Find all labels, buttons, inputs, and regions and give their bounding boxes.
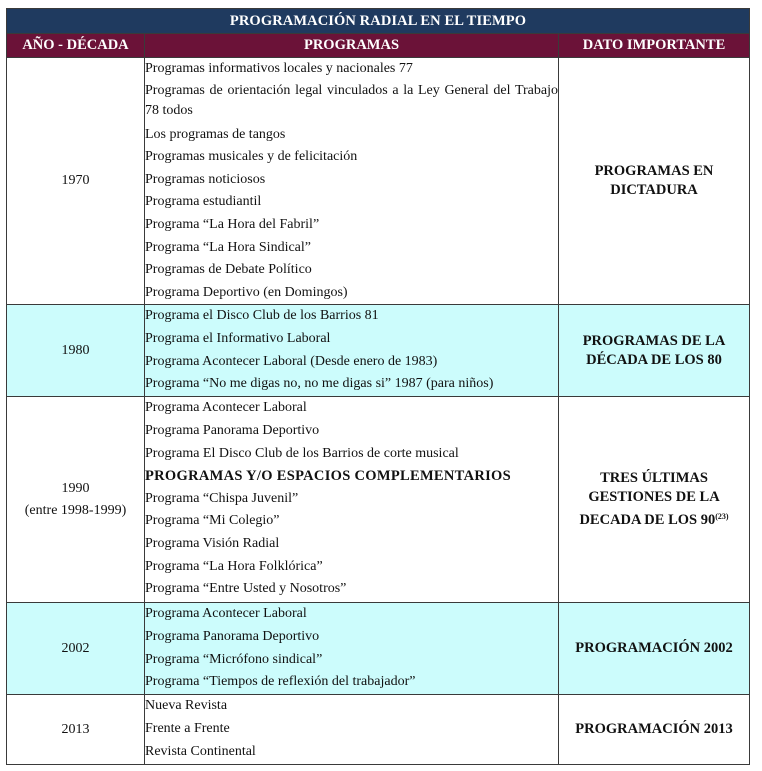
note-line: TRES ÚLTIMAS <box>600 470 708 487</box>
year-value: 2002 <box>61 640 90 656</box>
list-item: Programas de orientación legal vinculados a la Ley General del Trabajo 78 todos <box>145 82 558 118</box>
list-item: Programa Deportivo (en Domingos) <box>145 284 348 300</box>
list-item: Programa El Disco Club de los Barrios de corte musical <box>145 445 459 461</box>
programs-cell <box>145 695 559 765</box>
table-title: PROGRAMACIÓN RADIAL EN EL TIEMPO <box>7 9 750 34</box>
note-cell <box>559 695 750 765</box>
note-cell <box>559 58 750 305</box>
note-line-with-ref <box>559 507 749 530</box>
note-line: DECADA DE LOS 90 <box>579 512 716 529</box>
year-subtitle: (entre 1998-1999) <box>24 502 127 518</box>
year-value: 2013 <box>61 721 90 737</box>
section-heading: PROGRAMAS Y/O ESPACIOS COMPLEMENTARIOS <box>145 468 511 485</box>
list-item: Programa “Entre Usted y Nosotros” <box>145 581 347 597</box>
year-cell <box>7 397 145 603</box>
list-item: Programa “La Hora del Fabril” <box>145 216 320 232</box>
column-header-year: AÑO - DÉCADA <box>7 34 145 58</box>
list-item: Frente a Frente <box>145 720 230 736</box>
table-row <box>7 695 750 765</box>
footnote-ref: (23) <box>715 512 729 522</box>
note-cell <box>559 397 750 603</box>
note-cell <box>559 305 750 397</box>
note-line: PROGRAMAS DE LA <box>582 332 726 349</box>
programs-cell <box>145 305 559 397</box>
programs-cell <box>145 397 559 603</box>
list-item: Programa el Disco Club de los Barrios 81 <box>145 308 379 324</box>
programming-table <box>6 8 750 765</box>
list-item: Programa “Chispa Juvenil” <box>145 490 299 506</box>
table-row <box>7 305 750 397</box>
note-cell <box>559 603 750 695</box>
list-item: Programa “Tiempos de reflexión del trabajador” <box>145 674 416 690</box>
list-item: Programa estudiantil <box>145 194 262 210</box>
list-item: Programa el Informativo Laboral <box>145 330 331 346</box>
programs-cell <box>145 58 559 305</box>
list-item: Programa “Micrófono sindical” <box>145 651 323 667</box>
year-value: 1980 <box>61 342 90 358</box>
year-value: 1970 <box>61 173 90 189</box>
list-item: Programa Acontecer Laboral (Desde enero de 1983) <box>145 353 438 369</box>
year-cell <box>7 695 145 765</box>
list-item: Programa Visión Radial <box>145 535 280 551</box>
list-item: Programa Acontecer Laboral <box>145 606 307 622</box>
list-item: Programa “Mi Colegio” <box>145 513 280 529</box>
list-item: Revista Continental <box>145 743 256 759</box>
list-item: Programa “La Hora Sindical” <box>145 239 311 255</box>
year-value: 1990 <box>61 480 90 496</box>
list-item: Los programas de tangos <box>145 126 286 142</box>
list-item: Programas musicales y de felicitación <box>145 149 358 165</box>
note-line: DÉCADA DE LOS 80 <box>586 351 722 368</box>
table-row <box>7 397 750 603</box>
column-header-programs: PROGRAMAS <box>145 34 559 58</box>
table-row <box>7 603 750 695</box>
table-row <box>7 58 750 305</box>
list-item: Programas noticiosos <box>145 171 266 187</box>
list-item: Nueva Revista <box>145 698 228 714</box>
year-cell <box>7 603 145 695</box>
list-item: Programa “La Hora Folklórica” <box>145 558 323 574</box>
note-line: PROGRAMACIÓN 2002 <box>575 640 733 657</box>
year-cell <box>7 305 145 397</box>
note-line: DICTADURA <box>610 182 698 199</box>
list-item: Programas de Debate Político <box>145 262 312 278</box>
note-line: GESTIONES DE LA <box>588 489 720 506</box>
list-item: Programas informativos locales y nacionales 77 <box>145 61 413 76</box>
note-line: PROGRAMAS EN <box>594 163 714 180</box>
list-item: Programa Acontecer Laboral <box>145 400 307 416</box>
list-item: Programa Panorama Deportivo <box>145 628 320 644</box>
list-item: Programa Panorama Deportivo <box>145 422 320 438</box>
programs-cell <box>145 603 559 695</box>
note-line: PROGRAMACIÓN 2013 <box>575 721 733 738</box>
column-header-note: DATO IMPORTANTE <box>559 34 750 58</box>
list-item: Programa “No me digas no, no me digas si” 1987 (para niños) <box>145 376 494 392</box>
year-cell <box>7 58 145 305</box>
